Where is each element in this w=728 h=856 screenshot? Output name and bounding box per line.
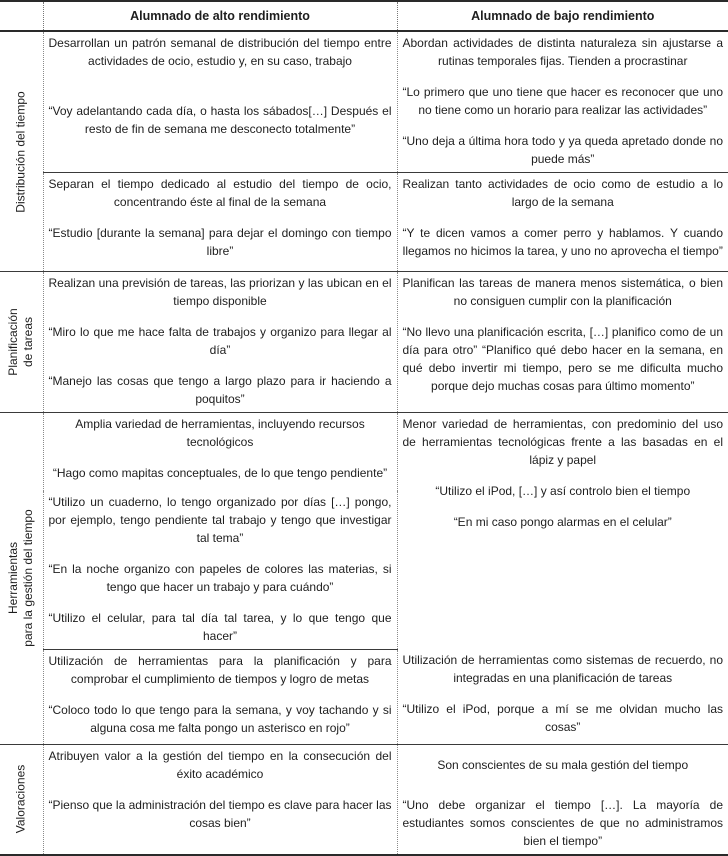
cell-high	[43, 413, 397, 491]
cell-low	[397, 31, 728, 173]
quote-text: “Utilizo el celular, para tal día tal tarea, y lo que tengo que hacer”	[48, 610, 392, 643]
section-label-herramientas	[0, 413, 43, 745]
finding-text: Abordan actividades de distinta naturaleza sin ajustarse a rutinas temporales fijas. Tienden a procrastinar	[402, 36, 723, 68]
header-row	[0, 1, 728, 31]
quote-text: “En la noche organizo con papeles de colores las materias, si tengo que hacer un trabajo y para cuándo”	[48, 561, 392, 594]
cell-low	[397, 649, 728, 744]
section-label-line: para la gestión del tiempo	[21, 509, 36, 647]
finding-text: Son conscientes de su mala gestión del tiempo	[437, 757, 689, 772]
quote-text: “Voy adelantando cada día, o hasta los sábados[…] Después el resto de fin de semana me desconecto totalmente”	[48, 104, 392, 136]
section-label-line: Valoraciones	[13, 764, 28, 834]
finding-text: Planifican las tareas de manera menos sistemática, o bien no consiguen cumplir con la planificación	[402, 276, 723, 308]
header-low: Alumnado de bajo rendimiento	[397, 1, 728, 31]
finding-text: Menor variedad de herramientas, con predominio del uso de herramientas tecnológicas frente a las basadas en el lápiz y papel	[402, 417, 723, 467]
finding-text: Atribuyen valor a la gestión del tiempo en la consecución del éxito académico	[48, 748, 392, 781]
cell-low	[397, 173, 728, 272]
cell-high	[43, 649, 397, 744]
cell-high	[43, 491, 397, 650]
cell-high	[43, 173, 397, 272]
quote-text: “Hago como mapitas conceptuales, de lo que tengo pendiente”	[52, 466, 388, 480]
quote-text: “Lo primero que uno tiene que hacer es reconocer que uno no tiene como un horario para realizar las actividades”	[402, 85, 723, 117]
quote-text: “Miro lo que me hace falta de trabajos y organizo para llegar al día”	[48, 325, 392, 357]
quote-text: “Utilizo el iPod, porque a mí se me olvidan mucho las cosas”	[402, 702, 723, 734]
header-high: Alumnado de alto rendimiento	[43, 1, 397, 31]
quote-text: “Uno debe organizar el tiempo […]. La mayoría de estudiantes somos conscientes de que no administramos bien el tiempo”	[402, 797, 723, 848]
finding-text: Separan el tiempo dedicado al estudio del tiempo de ocio, concentrando éste al final de la semana	[48, 177, 392, 209]
quote-text: “Utilizo un cuaderno, lo tengo organizado por días […] pongo, por ejemplo, tengo pendiente tal trabajo y tengo que investigar tal tema”	[48, 494, 392, 545]
header-blank	[0, 1, 43, 31]
section-label-line: Distribución del tiempo	[13, 90, 28, 213]
finding-text: Realizan tanto actividades de ocio como de estudio a lo largo de la semana	[402, 177, 723, 209]
quote-text: “En mi caso pongo alarmas en el celular”	[453, 515, 672, 529]
section-label-planificacion	[0, 272, 43, 413]
section-label-line: de tareas	[21, 316, 36, 368]
section-label-line: Herramientas	[6, 542, 21, 615]
cell-low	[397, 272, 728, 413]
cell-low	[397, 744, 728, 855]
finding-text: Amplia variedad de herramientas, incluyendo recursos tecnológicos	[75, 417, 365, 449]
quote-text: “Coloco todo lo que tengo para la semana, y voy tachando y si alguna cosa me falta pongo un asterisco en rojo”	[48, 702, 392, 735]
section-label-valoraciones	[0, 744, 43, 855]
quote-text: “Pienso que la administración del tiempo es clave para hacer las cosas bien”	[48, 797, 392, 830]
quote-text: “Uno deja a última hora todo y ya queda apretado donde no puede más”	[402, 134, 723, 166]
cell-low	[397, 413, 728, 650]
cell-high	[43, 31, 397, 173]
cell-high	[43, 744, 397, 855]
quote-text: “No llevo una planificación escrita, […] planifico como de un día para otro” “Planifico qué debo hacer en la semana, en qué debo invertir mi tiempo, pero se me dificulta mucho porque dejo muchas cosas para último momento”	[402, 325, 723, 393]
finding-text: Desarrollan un patrón semanal de distribución del tiempo entre actividades de ocio, estudio y, en su caso, trabajo	[48, 36, 392, 68]
quote-text: “Y te dicen vamos a comer perro y hablamos. Y cuando llegamos no hicimos la tarea, y uno no aprovecha el tiempo”	[402, 226, 723, 258]
finding-text: Realizan una previsión de tareas, las priorizan y las ubican en el tiempo disponible	[48, 276, 392, 308]
finding-text: Utilización de herramientas como sistemas de recuerdo, no integradas en una planificación de tareas	[402, 653, 723, 685]
quote-text: “Estudio [durante la semana] para dejar el domingo con tiempo libre”	[48, 226, 392, 258]
finding-text: Utilización de herramientas para la planificación y para comprobar el cumplimiento de tiempos y logro de metas	[48, 653, 392, 686]
cell-high	[43, 272, 397, 413]
quote-text: “Utilizo el iPod, […] y así controlo bien el tiempo	[435, 484, 691, 498]
section-label-distribucion	[0, 31, 43, 272]
section-label-line: Planificación	[6, 308, 21, 376]
quote-text: “Manejo las cosas que tengo a largo plazo para ir haciendo a poquitos”	[48, 374, 392, 406]
